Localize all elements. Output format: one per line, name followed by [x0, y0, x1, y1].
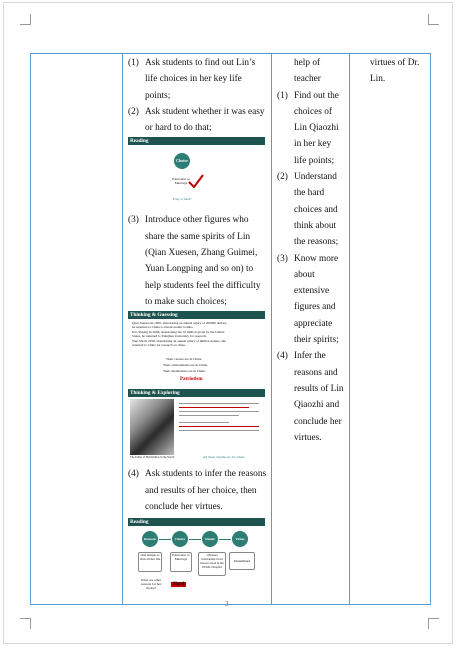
- reasons-bubble: Reasons: [142, 531, 158, 547]
- slide-header: Reading: [128, 137, 265, 145]
- figure-line-1: Qian Xuesen In 1950, abandoning an annual salary of 200000 dollars, he returned to China to invent atomic bombs.: [132, 321, 227, 330]
- dreams-footnote: All these dreams are for others: [203, 455, 245, 460]
- lesson-table: [30, 53, 431, 605]
- objective-item-4: (4) Infer the reasons and results of Lin Qiaozhi and conclude her virtues.: [277, 351, 344, 443]
- quote-lines: [179, 401, 259, 434]
- activity-item-3: (3) Introduce other figures who share the same spirits of Lin (Qian Xuesen, Zhang Guimei, Yuan Longping and so on) to help students feel the difficulty to make such choices;: [128, 215, 261, 307]
- choice-box: Education or Marriage: [170, 552, 192, 572]
- slide-thinking-guessing: [128, 311, 265, 388]
- objective-item-3: (3) Know more about extensive figures and appreciate their spirits;: [277, 253, 339, 346]
- crop-mark: [428, 14, 439, 25]
- purpose-cell: [350, 54, 431, 605]
- crop-mark: [20, 14, 31, 25]
- figure-line-3: Wen Shi In 2018, abandoning an annual salary of million dollars, she returned to China for research on chips.: [132, 339, 226, 348]
- result-box: 1.Pioneer Scholarship 2.Get honour about in the PUMC Hospital: [198, 552, 226, 576]
- activity-item-4: (4) Ask students to infer the reasons and results of her choice, then conclude her virtues.: [128, 469, 267, 512]
- activity-item-1: (1) Ask students to find out Lin’s life choices in her key life points;: [128, 58, 256, 101]
- education-box: Education or Marriage: [172, 177, 190, 186]
- check-icon: [188, 174, 204, 188]
- portrait-caption: The Father of Hybrid Rice in the World: [130, 456, 175, 460]
- objective-item-2: (2) Understand the hard choices and think about the reasons;: [277, 172, 339, 248]
- objectives-cell: [272, 54, 350, 605]
- activities-cell: [123, 54, 272, 605]
- portrait-photo: [130, 399, 174, 455]
- slide-header: Thinking & Exploring: [128, 389, 265, 397]
- careers-line: Their careers are in China.: [166, 357, 203, 362]
- flow-arrow: [219, 539, 231, 540]
- achievements-line: Their achievements are in China.: [163, 363, 208, 368]
- activity-item-2: (2) Ask student whether it was easy or hard to do that;: [128, 106, 265, 134]
- virtue-box: Determined: [229, 552, 255, 570]
- slide-reading-choice: [128, 137, 265, 206]
- choice-bubble: Choice: [174, 153, 190, 169]
- easy-or-hard-caption: Easy or hard?: [173, 197, 192, 202]
- purpose-text: virtues of Dr. Lin.: [370, 58, 420, 85]
- slide-header: Reading: [128, 518, 265, 526]
- destinations-line: Their destinations are in China.: [163, 369, 206, 374]
- hard-label: Hard: [173, 582, 185, 588]
- flow-arrow: [189, 539, 201, 540]
- page-number: 3: [225, 600, 229, 608]
- flow-arrow: [159, 539, 171, 540]
- result-bubble: Result: [202, 531, 218, 547]
- slide-header: Thinking & Guessing: [128, 311, 265, 319]
- figure-line-2: Jiao Yuping In 2006, abandoning the 10 million given by the United States, he returned to Tsinghua University for research.: [132, 330, 225, 339]
- patriotism-word: Patriotism: [180, 377, 203, 383]
- crop-mark: [20, 618, 31, 629]
- objective-item-1: (1) Find out the choices of Lin Qiaozhi in her key life points;: [277, 90, 339, 166]
- empty-column-cell: [31, 54, 123, 605]
- choice-bubble: Choice: [172, 531, 188, 547]
- reasons-box: One simple to visit all her life: [138, 552, 162, 572]
- virtue-bubble: Virtue: [232, 531, 248, 547]
- slide-reading-flow: [128, 518, 265, 594]
- objectives-intro: help of teacher: [294, 58, 321, 85]
- crop-mark: [428, 618, 439, 629]
- slide-thinking-exploring: [128, 389, 265, 464]
- other-reasons-question: What are other reasons for her choice?: [140, 578, 162, 591]
